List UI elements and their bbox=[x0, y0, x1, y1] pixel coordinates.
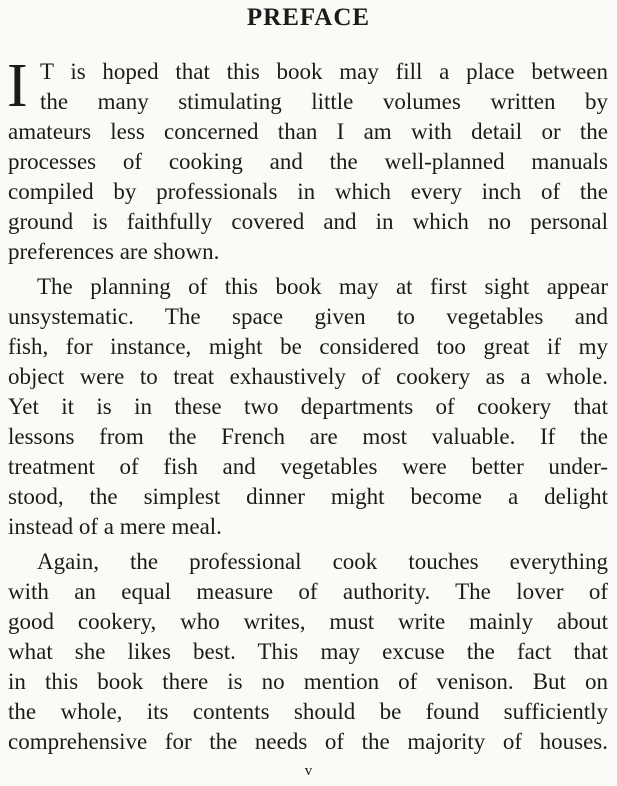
text-line-19: good cookery, who writes, must write mainly about bbox=[8, 609, 608, 634]
text-line-6: ground is faithfully covered and in which no personal bbox=[8, 209, 608, 234]
page-number: v bbox=[304, 763, 313, 779]
text-line-2: the many stimulating little volumes written by bbox=[40, 89, 608, 114]
text-line-15: stood, the simplest dinner might become a delight bbox=[8, 484, 608, 509]
text-line-13: lessons from the French are most valuable. If the bbox=[8, 424, 608, 449]
text-line-7: preferences are shown. bbox=[8, 239, 220, 264]
text-line-12: Yet it is in these two departments of cookery that bbox=[8, 394, 608, 419]
text-line-9: unsystematic. The space given to vegetables and bbox=[8, 304, 608, 329]
text-line-21: in this book there is no mention of venison. But on bbox=[8, 669, 608, 694]
text-line-11: object were to treat exhaustively of cookery as a whole. bbox=[8, 364, 608, 389]
text-line-1: T is hoped that this book may fill a place between bbox=[40, 59, 608, 84]
text-line-16: instead of a mere meal. bbox=[8, 514, 222, 539]
text-line-20: what she likes best. This may excuse the fact that bbox=[8, 639, 608, 664]
text-line-5: compiled by professionals in which every inch of the bbox=[8, 179, 608, 204]
text-line-4: processes of cooking and the well-planned manuals bbox=[8, 149, 608, 174]
text-line-8: The planning of this book may at first sight appear bbox=[37, 274, 608, 299]
text-line-23: comprehensive for the needs of the majority of houses. bbox=[8, 729, 608, 754]
drop-cap: I bbox=[7, 52, 28, 120]
text-line-14: treatment of fish and vegetables were better under- bbox=[8, 454, 608, 479]
text-line-3: amateurs less concerned than I am with detail or the bbox=[8, 119, 608, 144]
text-line-17: Again, the professional cook touches everything bbox=[37, 549, 608, 574]
text-line-10: fish, for instance, might be considered too great if my bbox=[8, 334, 608, 359]
text-line-22: the whole, its contents should be found sufficiently bbox=[8, 699, 608, 724]
page-heading: PREFACE bbox=[246, 4, 371, 31]
text-line-18: with an equal measure of authority. The lover of bbox=[8, 579, 608, 604]
